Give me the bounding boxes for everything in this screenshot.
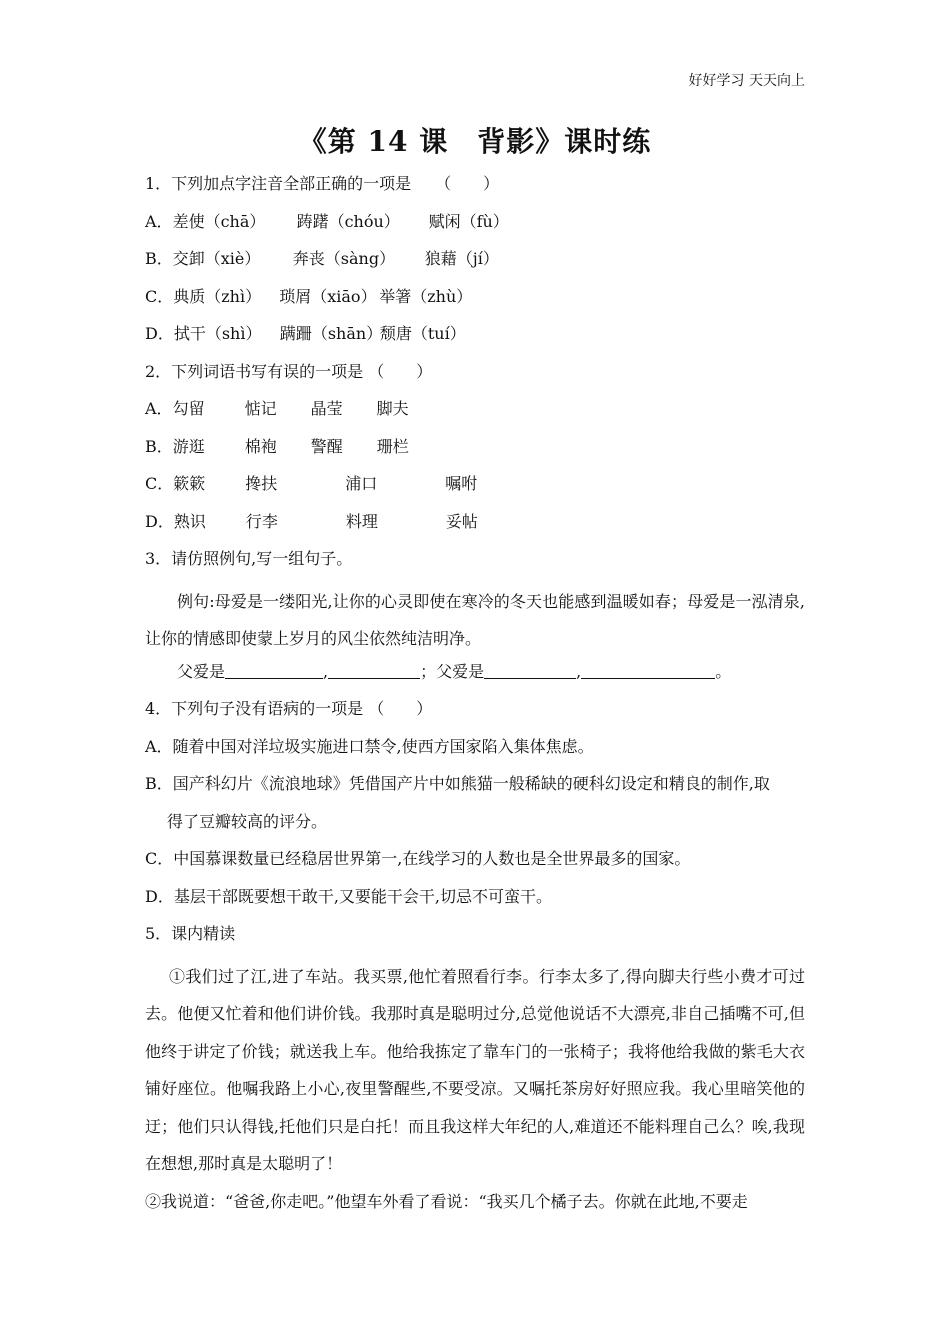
option-item: 赋闲（fù）	[428, 211, 509, 231]
q3-stem: 3．请仿照例句,写一组句子。	[145, 549, 353, 568]
header-motto: 好好学习 天天向上	[688, 73, 805, 89]
option-item: 妥帖	[445, 511, 478, 531]
q3-semicolon-label: ；父爱是	[420, 661, 485, 681]
option-item: 颓唐（tuí）	[379, 324, 466, 343]
q3-comma: ,	[323, 661, 329, 681]
q4-option-a: A．随着中国对洋垃圾实施进口禁令,使西方国家陷入集体焦虑。	[145, 736, 594, 756]
answer-blank[interactable]	[328, 660, 420, 679]
option-item: 簌簌	[173, 474, 206, 493]
q1-option-a	[145, 208, 805, 246]
q2-option-c	[145, 470, 805, 508]
q5-passage-paragraph-2: ②我说道：“爸爸,你走吧。”他望车外看了看说：“我买几个橘子去。你就在此地,不要走	[145, 1191, 748, 1211]
option-item: 踌躇（chóu）	[296, 211, 400, 231]
q3-period: 。	[715, 661, 732, 681]
option-item: 惦记	[244, 399, 277, 418]
option-letter: A．	[145, 211, 173, 231]
answer-blank[interactable]	[225, 660, 323, 679]
option-item: 搀扶	[245, 474, 278, 493]
option-item: 差使（chā）	[172, 211, 266, 231]
option-item: 狼藉（jí）	[424, 249, 499, 268]
option-item: 浦口	[345, 474, 378, 493]
q1-option-b	[145, 245, 805, 283]
q3-fill-line	[145, 658, 805, 696]
q4-option-d: D．基层干部既要想干敢干,又要能干会干,切忌不可蛮干。	[145, 886, 553, 906]
q1-option-c	[145, 283, 805, 321]
option-item: 嘱咐	[445, 474, 478, 493]
q2-option-b	[145, 433, 805, 471]
q1-stem: 1．下列加点字注音全部正确的一项是 （ ）	[145, 174, 500, 193]
option-item: 游逛	[172, 436, 205, 456]
option-item: 脚夫	[376, 399, 409, 418]
q2-option-d	[145, 508, 805, 546]
q2-option-a	[145, 395, 805, 433]
option-item: 警醒	[310, 436, 343, 456]
worksheet-body	[145, 170, 805, 1220]
option-item: 行李	[245, 511, 278, 531]
option-letter: D．	[145, 511, 174, 531]
option-item: 晶莹	[310, 399, 343, 418]
option-item: 交卸（xiè）	[172, 249, 261, 268]
option-item: 举箸（zhù）	[379, 286, 473, 306]
option-item: 料理	[345, 511, 378, 531]
option-letter: B．	[145, 436, 173, 456]
q4-option-b-continued: 得了豆瓣较高的评分。	[167, 811, 328, 831]
option-item: 琐屑（xiāo）	[279, 286, 377, 306]
answer-blank[interactable]	[484, 660, 576, 679]
q5-passage-paragraph-1: ①我们过了江,进了车站。我买票,他忙着照看行李。行李太多了,得向脚夫行些小费才可过去。他便又忙着和他们讲价钱。我那时真是聪明过分,总觉他说话不大漂亮,非自己插嘴不可,但他终于讲定了价钱；就送我上车。他给我拣定了靠车门的一张椅子；我将他给我做的紫毛大衣铺好座位。他嘱我路上小心,夜里警醒些,不要受凉。又嘱托茶房好好照应我。我心里暗笑他的迂；他们只认得钱,托他们只是白托！而且我这样大年纪的人,难道还不能料理自己么？唉,我现在想想,那时真是太聪明了！	[145, 966, 805, 1173]
q5-stem: 5．课内精读	[145, 924, 236, 943]
q3-comma: ,	[576, 661, 582, 681]
option-letter: B．	[145, 249, 173, 268]
option-letter: D．	[145, 324, 174, 343]
option-letter: C．	[145, 474, 174, 493]
q3-fill-label: 父爱是	[177, 661, 226, 681]
q4-option-c: C．中国慕课数量已经稳居世界第一,在线学习的人数也是全世界最多的国家。	[145, 849, 691, 868]
option-letter: A．	[145, 399, 173, 418]
q2-stem: 2．下列词语书写有误的一项是 （ ）	[145, 361, 433, 381]
q4-stem: 4．下列句子没有语病的一项是 （ ）	[145, 699, 433, 718]
q3-example: 例句:母爱是一缕阳光,让你的心灵即使在寒冷的冬天也能感到温暖如春；母爱是一泓清泉,让你的情感即使蒙上岁月的风尘依然纯洁明净。	[145, 591, 805, 648]
q4-option-b: B．国产科幻片《流浪地球》凭借国产片中如熊猫一般稀缺的硬科幻设定和精良的制作,取	[145, 774, 770, 793]
option-item: 棉袍	[244, 436, 277, 456]
q1-option-d	[145, 320, 805, 358]
page-title: 《第 14 课 背影》课时练	[298, 125, 652, 158]
option-item: 蹒跚（shān）	[279, 324, 383, 343]
option-letter: C．	[145, 286, 174, 306]
option-item: 奔丧（sàng）	[292, 249, 396, 268]
option-item: 拭干（shì）	[173, 324, 262, 343]
option-item: 熟识	[173, 511, 206, 531]
option-item: 勾留	[172, 399, 205, 418]
option-item: 典质（zhì）	[173, 286, 262, 306]
option-item: 珊栏	[376, 436, 409, 456]
answer-blank[interactable]	[581, 660, 715, 679]
